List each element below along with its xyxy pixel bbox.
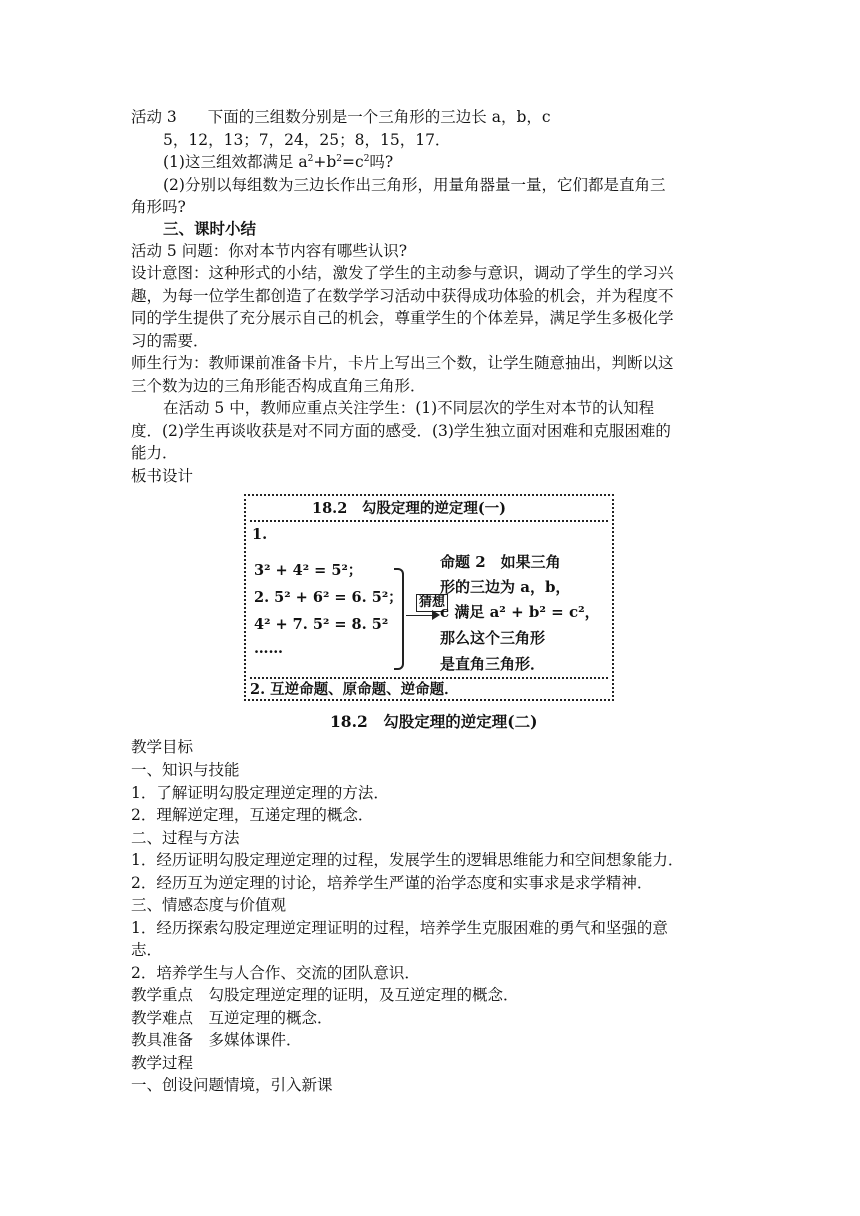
process-item1: 1．经历证明勾股定理逆定理的过程，发展学生的逻辑思维能力和空间想象能力．	[131, 851, 684, 869]
teaching-difficulty: 教学难点 互逆定理的概念．	[131, 1009, 333, 1027]
section-knowledge-skills: 一、知识与技能	[131, 761, 240, 779]
proposition-line1: 命题 2 如果三角	[440, 553, 561, 571]
process-step1: 一、创设问题情境，引入新课	[131, 1076, 333, 1094]
teaching-key-point: 教学重点 勾股定理逆定理的证明，及互逆定理的概念．	[131, 986, 519, 1004]
design-intent-line1: 设计意图：这种形式的小结，激发了学生的主动参与意识，调动了学生的学习兴	[131, 264, 674, 282]
attitude-item2: 2．培养学生与人合作、交流的团队意识．	[131, 964, 420, 982]
brace-shape	[394, 568, 404, 670]
proposition-line3: c 满足 a² + b² = c²，	[440, 603, 600, 621]
focus-line3: 能力．	[131, 444, 178, 462]
proposition-line4: 那么这个三角形	[440, 629, 546, 647]
board-equation4: ……	[254, 640, 283, 657]
board-divider-top	[250, 520, 608, 522]
design-intent-line4: 习的需要．	[131, 332, 209, 350]
board-design-label: 板书设计	[131, 467, 194, 485]
activity5-question: 活动 5 问题：你对本节内容有哪些认识?	[131, 242, 408, 260]
proposition-line2: 形的三边为 a，b，	[440, 578, 571, 596]
board-title: 18.2 勾股定理的逆定理(一)	[312, 500, 507, 517]
section-process-method: 二、过程与方法	[131, 829, 240, 847]
section-summary-heading: 三、课时小结	[163, 219, 257, 238]
board-equation2: 2. 5² + 6² = 6. 5²；	[254, 589, 403, 606]
board-design-figure	[244, 494, 614, 701]
board-divider-bottom	[250, 677, 608, 679]
activity3-question2-line2: 角形吗?	[131, 198, 186, 216]
board-equation3: 4² + 7. 5² = 8. 5²	[254, 616, 389, 633]
design-intent-line2: 趣，为每一位学生都创造了在数学学习活动中获得成功体验的机会，并为程度不	[131, 287, 674, 305]
teaching-goals: 教学目标	[131, 738, 194, 756]
focus-line1: 在活动 5 中，教师应重点关注学生：(1)不同层次的学生对本节的认知程	[163, 399, 655, 417]
lesson2-title: 18.2 勾股定理的逆定理(二)	[330, 712, 538, 731]
activity3-title: 活动 3 下面的三组数分别是一个三角形的三边长 a，b，c	[131, 108, 551, 126]
design-intent-line3: 同的学生提供了充分展示自己的机会，尊重学生的个体差异，满足学生多极化学	[131, 309, 674, 327]
board-item1: 1.	[252, 526, 268, 543]
arrow-right-icon	[432, 610, 440, 620]
activity3-question2-line1: (2)分别以每组数为三边长作出三角形，用量角器量一量，它们都是直角三	[163, 176, 666, 194]
board-item2: 2. 互逆命题、原命题、逆命题．	[250, 681, 459, 698]
teacher-action-line2: 三个数为边的三角形能否构成直角三角形．	[131, 377, 426, 395]
attitude-item1-line1: 1．经历探索勾股定理逆定理证明的过程，培养学生克服困难的勇气和坚强的意	[131, 919, 668, 937]
knowledge-item1: 1．了解证明勾股定理逆定理的方法．	[131, 784, 389, 802]
board-equation1: 3² + 4² = 5²；	[254, 562, 363, 579]
guess-label: 猜想	[416, 594, 448, 612]
focus-line2: 度．(2)学生再谈收获是对不同方面的感受．(3)学生独立面对困难和克服困难的	[131, 422, 671, 440]
teacher-action-line1: 师生行为：教师课前准备卡片，卡片上写出三个数，让学生随意抽出，判断以这	[131, 354, 674, 372]
section-attitude-values: 三、情感态度与价值观	[131, 896, 287, 914]
activity3-question1: (1)这三组效都满足 $a^2+b^2=c^2$吗?	[163, 153, 394, 171]
teaching-tools: 教具准备 多媒体课件．	[131, 1031, 302, 1049]
knowledge-item2: 2．理解逆定理，互递定理的概念．	[131, 806, 374, 824]
activity3-numbers: 5，12，13；7，24，25；8，15，17．	[163, 131, 451, 149]
teaching-process: 教学过程	[131, 1054, 194, 1072]
proposition-line5: 是直角三角形．	[440, 655, 546, 673]
process-item2: 2．经历互为逆定理的讨论，培养学生严谨的治学态度和实事求是求学精神．	[131, 874, 653, 892]
attitude-item1-line2: 志．	[131, 941, 163, 959]
